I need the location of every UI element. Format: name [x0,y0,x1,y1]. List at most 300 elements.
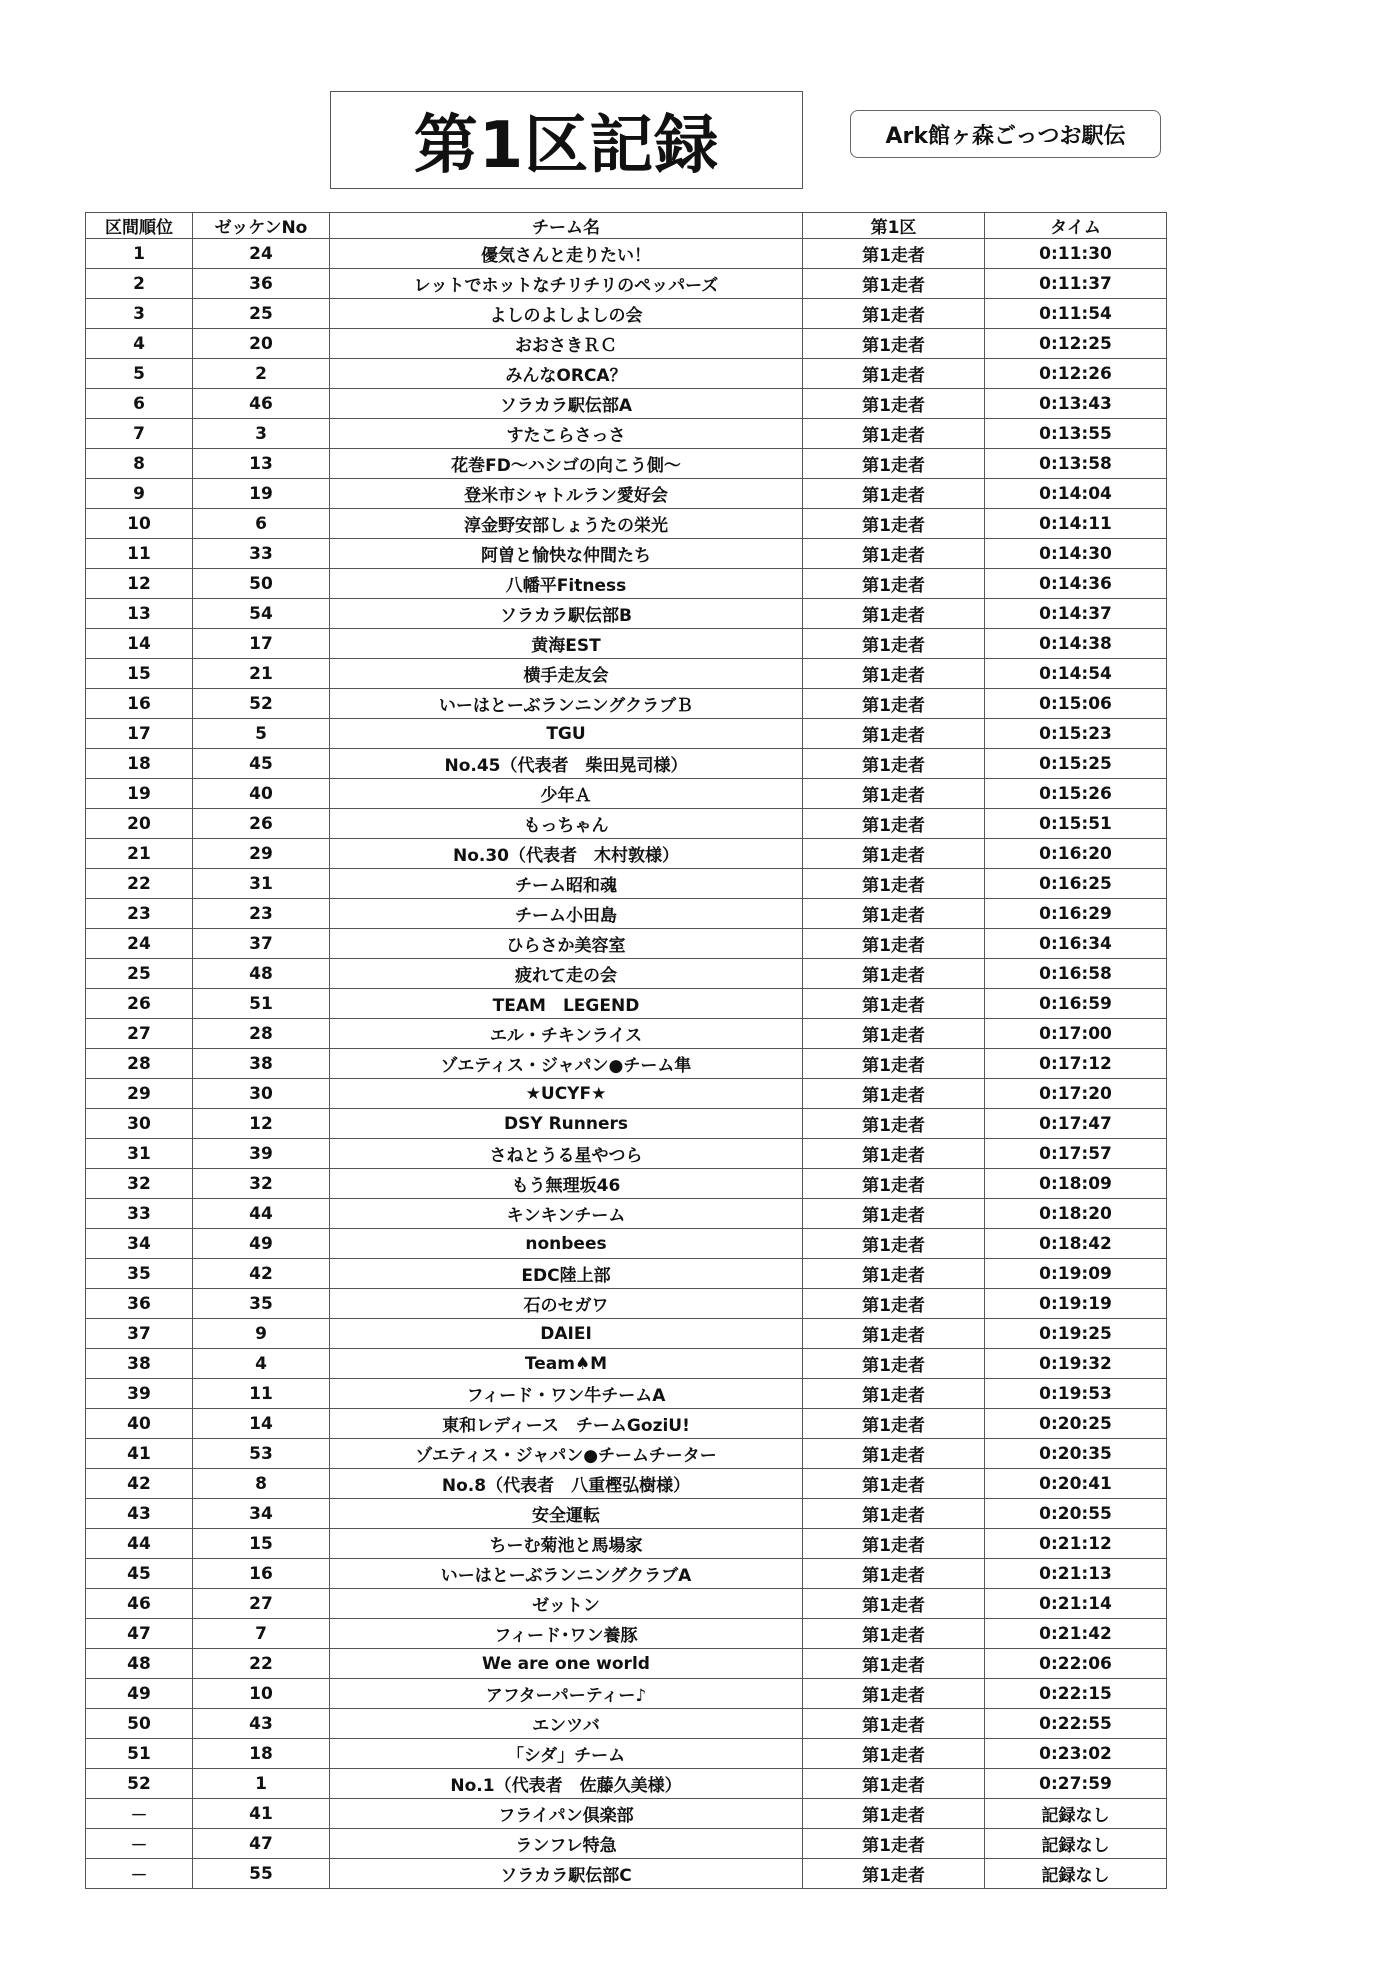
team-name-cell: エル・チキンライス [330,1019,803,1049]
team-name-cell: ちーむ菊池と馬場家 [330,1529,803,1559]
rank-cell: 52 [86,1769,193,1799]
time-cell: 0:12:26 [985,359,1167,389]
rank-cell: 31 [86,1139,193,1169]
leg-cell: 第1走者 [803,1469,985,1499]
team-name-cell: 優気さんと走りたい！ [330,239,803,269]
team-name-cell: ソラカラ駅伝部B [330,599,803,629]
bib-cell: 36 [193,269,330,299]
team-name-cell: ゾエティス・ジャパン●チーム隼 [330,1049,803,1079]
time-cell: 0:15:26 [985,779,1167,809]
team-name-cell: nonbees [330,1229,803,1259]
leg-cell: 第1走者 [803,1409,985,1439]
table-row [86,1859,1167,1889]
rank-cell: 5 [86,359,193,389]
rank-cell: 42 [86,1469,193,1499]
time-cell: 0:11:54 [985,299,1167,329]
team-name-cell: 花巻FD～ハシゴの向こう側～ [330,449,803,479]
bib-cell: 47 [193,1829,330,1859]
leg-cell: 第1走者 [803,1739,985,1769]
team-name-cell: よしのよしよしの会 [330,299,803,329]
team-name-cell: 東和レディース チームGoziU! [330,1409,803,1439]
team-name-cell: 黄海EST [330,629,803,659]
table-row [86,1379,1167,1409]
rank-cell: 30 [86,1109,193,1139]
rank-cell: 40 [86,1409,193,1439]
leg-cell: 第1走者 [803,1349,985,1379]
team-name-cell: 八幡平Fitness [330,569,803,599]
team-name-cell: 淳金野安部しょうたの栄光 [330,509,803,539]
bib-cell: 50 [193,569,330,599]
bib-cell: 1 [193,1769,330,1799]
rank-cell: 15 [86,659,193,689]
time-cell: 0:18:09 [985,1169,1167,1199]
rank-cell: 28 [86,1049,193,1079]
rank-cell: 1 [86,239,193,269]
table-row [86,1049,1167,1079]
rank-cell: 33 [86,1199,193,1229]
leg-cell: 第1走者 [803,899,985,929]
team-name-cell: EDC陸上部 [330,1259,803,1289]
time-cell: 0:15:06 [985,689,1167,719]
table-row [86,869,1167,899]
rank-cell: 4 [86,329,193,359]
table-row [86,1199,1167,1229]
bib-cell: 54 [193,599,330,629]
table-row [86,1019,1167,1049]
time-cell: 0:22:55 [985,1709,1167,1739]
leg-cell: 第1走者 [803,719,985,749]
time-cell: 0:11:30 [985,239,1167,269]
bib-cell: 27 [193,1589,330,1619]
table-row [86,359,1167,389]
time-cell: 0:12:25 [985,329,1167,359]
team-name-cell: チーム小田島 [330,899,803,929]
table-row [86,1739,1167,1769]
table-row [86,1499,1167,1529]
bib-cell: 29 [193,839,330,869]
rank-cell: 7 [86,419,193,449]
leg-cell: 第1走者 [803,1529,985,1559]
time-cell: 記録なし [985,1829,1167,1859]
table-row [86,419,1167,449]
leg-cell: 第1走者 [803,809,985,839]
team-name-cell: DSY Runners [330,1109,803,1139]
time-cell: 0:20:25 [985,1409,1167,1439]
team-name-cell: 疲れて走の会 [330,959,803,989]
team-name-cell: 石のセガワ [330,1289,803,1319]
table-row [86,1769,1167,1799]
table-row [86,389,1167,419]
leg-cell: 第1走者 [803,1649,985,1679]
rank-cell: 51 [86,1739,193,1769]
column-header-rank: 区間順位 [86,213,193,239]
page-title: 第1区記録 [330,91,803,189]
time-cell: 0:19:09 [985,1259,1167,1289]
bib-cell: 32 [193,1169,330,1199]
time-cell: 0:15:25 [985,749,1167,779]
results-table [85,212,1167,1889]
team-name-cell: アフターパーティー♪ [330,1679,803,1709]
time-cell: 0:14:38 [985,629,1167,659]
team-name-cell: ソラカラ駅伝部C [330,1859,803,1889]
leg-cell: 第1走者 [803,509,985,539]
leg-cell: 第1走者 [803,1019,985,1049]
rank-cell: 9 [86,479,193,509]
leg-cell: 第1走者 [803,449,985,479]
time-cell: 0:14:37 [985,599,1167,629]
time-cell: 0:19:19 [985,1289,1167,1319]
table-row [86,1259,1167,1289]
time-cell: 0:19:53 [985,1379,1167,1409]
team-name-cell: 横手走友会 [330,659,803,689]
bib-cell: 35 [193,1289,330,1319]
rank-cell: 14 [86,629,193,659]
rank-cell: 23 [86,899,193,929]
rank-cell: 39 [86,1379,193,1409]
bib-cell: 6 [193,509,330,539]
team-name-cell: 安全運転 [330,1499,803,1529]
rank-cell: 21 [86,839,193,869]
leg-cell: 第1走者 [803,1259,985,1289]
time-cell: 0:17:00 [985,1019,1167,1049]
bib-cell: 48 [193,959,330,989]
team-name-cell: No.45（代表者 柴田晃司様） [330,749,803,779]
leg-cell: 第1走者 [803,1139,985,1169]
rank-cell: 50 [86,1709,193,1739]
rank-cell: 17 [86,719,193,749]
team-name-cell: ゼットン [330,1589,803,1619]
team-name-cell: 阿曽と愉快な仲間たち [330,539,803,569]
bib-cell: 38 [193,1049,330,1079]
team-name-cell: レットでホットなチリチリのペッパーズ [330,269,803,299]
rank-cell: 12 [86,569,193,599]
team-name-cell: No.30（代表者 木村敦様） [330,839,803,869]
time-cell: 0:16:25 [985,869,1167,899]
team-name-cell: エンツバ [330,1709,803,1739]
time-cell: 0:14:11 [985,509,1167,539]
bib-cell: 21 [193,659,330,689]
table-row [86,1139,1167,1169]
table-row [86,1319,1167,1349]
table-row [86,1829,1167,1859]
table-row [86,839,1167,869]
time-cell: 0:22:06 [985,1649,1167,1679]
table-row [86,1559,1167,1589]
rank-cell: 3 [86,299,193,329]
leg-cell: 第1走者 [803,419,985,449]
bib-cell: 12 [193,1109,330,1139]
table-row [86,1649,1167,1679]
leg-cell: 第1走者 [803,1559,985,1589]
table-row [86,479,1167,509]
leg-cell: 第1走者 [803,1169,985,1199]
rank-cell: － [86,1799,193,1829]
bib-cell: 34 [193,1499,330,1529]
bib-cell: 55 [193,1859,330,1889]
time-cell: 0:20:41 [985,1469,1167,1499]
rank-cell: 37 [86,1319,193,1349]
table-row [86,929,1167,959]
rank-cell: 48 [86,1649,193,1679]
rank-cell: 27 [86,1019,193,1049]
team-name-cell: 少年Ａ [330,779,803,809]
leg-cell: 第1走者 [803,779,985,809]
results-table-body [86,239,1167,1889]
rank-cell: 13 [86,599,193,629]
table-row [86,689,1167,719]
table-header-row [86,213,1167,239]
time-cell: 0:27:59 [985,1769,1167,1799]
time-cell: 記録なし [985,1859,1167,1889]
leg-cell: 第1走者 [803,629,985,659]
leg-cell: 第1走者 [803,569,985,599]
time-cell: 0:16:34 [985,929,1167,959]
time-cell: 0:18:42 [985,1229,1167,1259]
leg-cell: 第1走者 [803,239,985,269]
bib-cell: 45 [193,749,330,779]
table-row [86,1439,1167,1469]
time-cell: 0:11:37 [985,269,1167,299]
leg-cell: 第1走者 [803,1289,985,1319]
rank-cell: 29 [86,1079,193,1109]
rank-cell: 16 [86,689,193,719]
time-cell: 0:13:58 [985,449,1167,479]
bib-cell: 51 [193,989,330,1019]
time-cell: 0:15:23 [985,719,1167,749]
bib-cell: 39 [193,1139,330,1169]
bib-cell: 17 [193,629,330,659]
rank-cell: 24 [86,929,193,959]
bib-cell: 3 [193,419,330,449]
leg-cell: 第1走者 [803,599,985,629]
leg-cell: 第1走者 [803,1769,985,1799]
bib-cell: 52 [193,689,330,719]
team-name-cell: TGU [330,719,803,749]
bib-cell: 33 [193,539,330,569]
rank-cell: 26 [86,989,193,1019]
bib-cell: 25 [193,299,330,329]
leg-cell: 第1走者 [803,1319,985,1349]
bib-cell: 23 [193,899,330,929]
bib-cell: 8 [193,1469,330,1499]
leg-cell: 第1走者 [803,1619,985,1649]
table-row [86,749,1167,779]
time-cell: 0:14:54 [985,659,1167,689]
team-name-cell: フィード･ワン養豚 [330,1619,803,1649]
column-header-time: タイム [985,213,1167,239]
table-row [86,539,1167,569]
bib-cell: 16 [193,1559,330,1589]
leg-cell: 第1走者 [803,1439,985,1469]
team-name-cell: フライパン倶楽部 [330,1799,803,1829]
leg-cell: 第1走者 [803,959,985,989]
table-row [86,509,1167,539]
team-name-cell: DAIEI [330,1319,803,1349]
rank-cell: 8 [86,449,193,479]
team-name-cell: 「シダ」チーム [330,1739,803,1769]
team-name-cell: すたこらさっさ [330,419,803,449]
time-cell: 0:20:35 [985,1439,1167,1469]
table-row [86,629,1167,659]
team-name-cell: ソラカラ駅伝部A [330,389,803,419]
team-name-cell: ゾエティス・ジャパン●チームチーター [330,1439,803,1469]
bib-cell: 20 [193,329,330,359]
leg-cell: 第1走者 [803,1079,985,1109]
bib-cell: 15 [193,1529,330,1559]
bib-cell: 31 [193,869,330,899]
team-name-cell: いーはとーぶランニングクラブＢ [330,689,803,719]
bib-cell: 2 [193,359,330,389]
leg-cell: 第1走者 [803,749,985,779]
rank-cell: 10 [86,509,193,539]
time-cell: 0:15:51 [985,809,1167,839]
team-name-cell: おおさきＲＣ [330,329,803,359]
rank-cell: 6 [86,389,193,419]
team-name-cell: ★UCYF★ [330,1079,803,1109]
rank-cell: 25 [86,959,193,989]
table-row [86,1169,1167,1199]
leg-cell: 第1走者 [803,389,985,419]
leg-cell: 第1走者 [803,1859,985,1889]
team-name-cell: もっちゃん [330,809,803,839]
table-row [86,899,1167,929]
rank-cell: 43 [86,1499,193,1529]
table-row [86,989,1167,1019]
time-cell: 0:17:12 [985,1049,1167,1079]
leg-cell: 第1走者 [803,659,985,689]
team-name-cell: チーム昭和魂 [330,869,803,899]
table-row [86,1589,1167,1619]
rank-cell: 38 [86,1349,193,1379]
bib-cell: 19 [193,479,330,509]
time-cell: 0:16:20 [985,839,1167,869]
bib-cell: 46 [193,389,330,419]
rank-cell: 20 [86,809,193,839]
time-cell: 0:21:12 [985,1529,1167,1559]
leg-cell: 第1走者 [803,1499,985,1529]
leg-cell: 第1走者 [803,1709,985,1739]
bib-cell: 44 [193,1199,330,1229]
table-row [86,1469,1167,1499]
table-row [86,449,1167,479]
bib-cell: 42 [193,1259,330,1289]
time-cell: 0:14:36 [985,569,1167,599]
table-row [86,1799,1167,1829]
leg-cell: 第1走者 [803,1589,985,1619]
table-row [86,1529,1167,1559]
rank-cell: 49 [86,1679,193,1709]
table-row [86,809,1167,839]
team-name-cell: ランフレ特急 [330,1829,803,1859]
bib-cell: 53 [193,1439,330,1469]
table-row [86,659,1167,689]
leg-cell: 第1走者 [803,329,985,359]
leg-cell: 第1走者 [803,989,985,1019]
time-cell: 0:22:15 [985,1679,1167,1709]
time-cell: 記録なし [985,1799,1167,1829]
table-row [86,299,1167,329]
team-name-cell: キンキンチーム [330,1199,803,1229]
time-cell: 0:18:20 [985,1199,1167,1229]
leg-cell: 第1走者 [803,929,985,959]
column-header-bib: ゼッケンNo [193,213,330,239]
team-name-cell: 登米市シャトルラン愛好会 [330,479,803,509]
time-cell: 0:21:14 [985,1589,1167,1619]
leg-cell: 第1走者 [803,479,985,509]
bib-cell: 4 [193,1349,330,1379]
table-row [86,599,1167,629]
team-name-cell: もう無理坂46 [330,1169,803,1199]
leg-cell: 第1走者 [803,1229,985,1259]
time-cell: 0:17:20 [985,1079,1167,1109]
leg-cell: 第1走者 [803,539,985,569]
table-row [86,1409,1167,1439]
time-cell: 0:17:57 [985,1139,1167,1169]
table-row [86,1679,1167,1709]
leg-cell: 第1走者 [803,359,985,389]
team-name-cell: We are one world [330,1649,803,1679]
time-cell: 0:21:13 [985,1559,1167,1589]
table-row [86,1619,1167,1649]
bib-cell: 41 [193,1799,330,1829]
leg-cell: 第1走者 [803,839,985,869]
bib-cell: 49 [193,1229,330,1259]
rank-cell: 46 [86,1589,193,1619]
bib-cell: 7 [193,1619,330,1649]
table-row [86,329,1167,359]
table-row [86,1079,1167,1109]
bib-cell: 10 [193,1679,330,1709]
table-row [86,779,1167,809]
leg-cell: 第1走者 [803,869,985,899]
rank-cell: 19 [86,779,193,809]
bib-cell: 30 [193,1079,330,1109]
leg-cell: 第1走者 [803,1049,985,1079]
bib-cell: 14 [193,1409,330,1439]
column-header-team: チーム名 [330,213,803,239]
table-row [86,719,1167,749]
team-name-cell: Team♠M [330,1349,803,1379]
time-cell: 0:13:55 [985,419,1167,449]
team-name-cell: No.8（代表者 八重樫弘樹様） [330,1469,803,1499]
leg-cell: 第1走者 [803,269,985,299]
time-cell: 0:19:25 [985,1319,1167,1349]
time-cell: 0:16:29 [985,899,1167,929]
rank-cell: 45 [86,1559,193,1589]
table-row [86,569,1167,599]
time-cell: 0:19:32 [985,1349,1167,1379]
time-cell: 0:13:43 [985,389,1167,419]
bib-cell: 37 [193,929,330,959]
bib-cell: 5 [193,719,330,749]
time-cell: 0:21:42 [985,1619,1167,1649]
bib-cell: 9 [193,1319,330,1349]
rank-cell: 18 [86,749,193,779]
rank-cell: 35 [86,1259,193,1289]
rank-cell: 34 [86,1229,193,1259]
time-cell: 0:14:04 [985,479,1167,509]
rank-cell: － [86,1859,193,1889]
event-name-badge: Ark館ヶ森ごっつお駅伝 [850,110,1161,158]
rank-cell: 32 [86,1169,193,1199]
bib-cell: 22 [193,1649,330,1679]
rank-cell: － [86,1829,193,1859]
bib-cell: 11 [193,1379,330,1409]
leg-cell: 第1走者 [803,1109,985,1139]
leg-cell: 第1走者 [803,1199,985,1229]
team-name-cell: ひらさか美容室 [330,929,803,959]
rank-cell: 41 [86,1439,193,1469]
